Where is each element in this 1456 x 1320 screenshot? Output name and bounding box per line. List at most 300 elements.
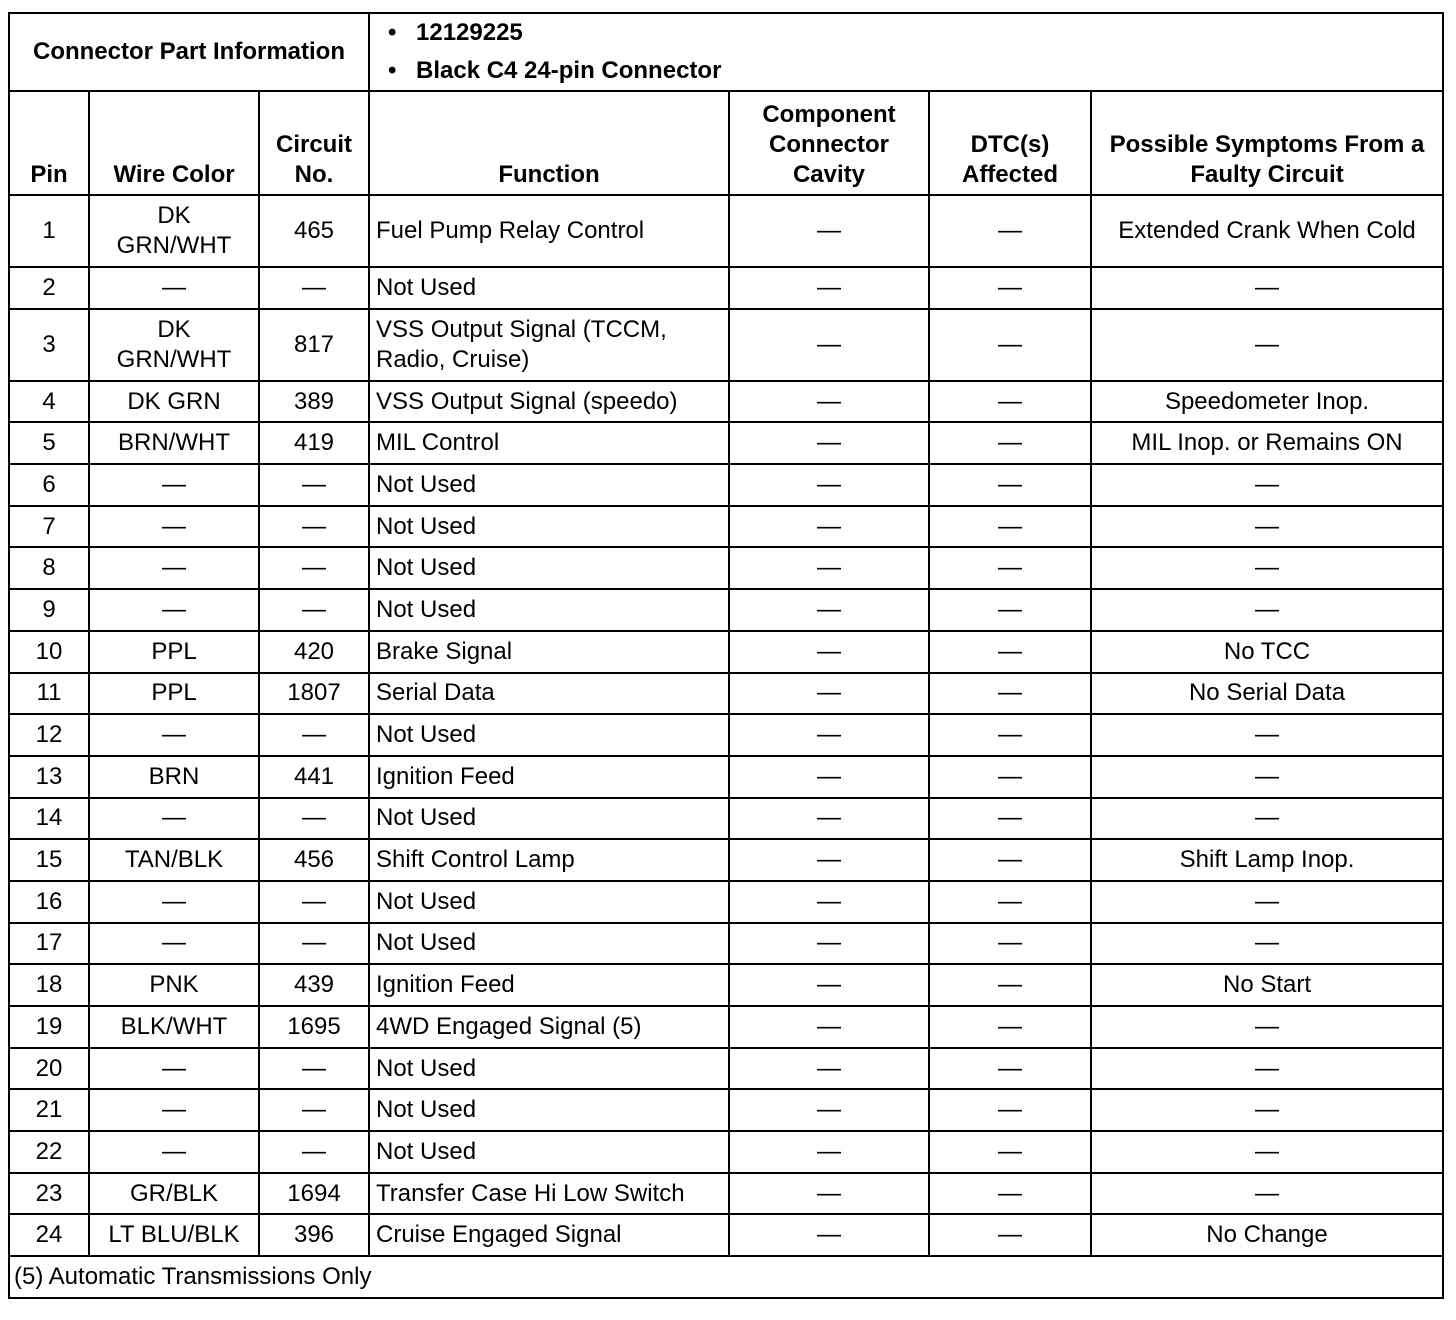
dtc-cell	[929, 1131, 1091, 1173]
cavity-cell-text: —	[817, 804, 841, 832]
table-row	[9, 673, 1443, 715]
wire-color-cell	[89, 589, 259, 631]
cavity-cell-text: —	[817, 273, 841, 301]
dtc-cell	[929, 464, 1091, 506]
function-cell-text: Ignition Feed	[376, 762, 515, 790]
wire-color-cell	[89, 1131, 259, 1173]
dtc-cell	[929, 195, 1091, 267]
pin-cell-text: 9	[42, 595, 56, 623]
symptom-cell-text: Speedometer Inop.	[1164, 387, 1370, 415]
cavity-cell	[729, 506, 929, 548]
dtc-cell-text: —	[998, 846, 1022, 874]
dtc-cell-text: —	[998, 929, 1022, 957]
pin-cell-text: 5	[42, 429, 56, 457]
cavity-cell-text: —	[817, 1137, 841, 1165]
cavity-cell-text: —	[817, 512, 841, 540]
circuit-cell	[259, 506, 369, 548]
circuit-cell	[259, 309, 369, 381]
pin-cell-text: 4	[42, 387, 56, 415]
function-cell	[369, 309, 729, 381]
cavity-cell-text: —	[817, 217, 841, 244]
pin-cell	[9, 422, 89, 464]
header-function: Function	[369, 91, 729, 195]
wire-color-cell-text: —	[162, 1137, 186, 1165]
table-row	[9, 1173, 1443, 1215]
cavity-cell	[729, 381, 929, 423]
dtc-cell-text: —	[998, 1096, 1022, 1124]
function-cell	[369, 381, 729, 423]
symptom-cell	[1091, 964, 1443, 1006]
wire-color-cell	[89, 309, 259, 381]
pin-cell-text: 7	[42, 512, 56, 540]
pin-cell-text: 16	[35, 887, 63, 915]
cavity-cell-text: —	[817, 887, 841, 915]
cavity-cell-text: —	[817, 595, 841, 623]
wire-color-cell-text: —	[162, 470, 186, 498]
symptom-cell	[1091, 839, 1443, 881]
pin-cell	[9, 798, 89, 840]
function-cell	[369, 464, 729, 506]
circuit-cell	[259, 923, 369, 965]
circuit-cell	[259, 1006, 369, 1048]
pin-cell-text: 14	[35, 804, 63, 832]
function-cell-text: Not Used	[376, 273, 477, 301]
symptom-cell	[1091, 673, 1443, 715]
function-cell-text: Not Used	[376, 1096, 477, 1124]
dtc-cell-text: —	[998, 1054, 1022, 1082]
cavity-cell-text: —	[817, 971, 841, 999]
cavity-cell	[729, 309, 929, 381]
cavity-cell	[729, 839, 929, 881]
symptom-cell-text: —	[1255, 470, 1280, 498]
cavity-cell	[729, 267, 929, 309]
function-cell-text: Not Used	[376, 512, 477, 540]
cavity-cell-text: —	[817, 1054, 841, 1082]
function-cell	[369, 1131, 729, 1173]
wire-color-cell	[89, 839, 259, 881]
symptom-cell	[1091, 195, 1443, 267]
symptom-cell	[1091, 1089, 1443, 1131]
cavity-cell	[729, 1089, 929, 1131]
cavity-cell	[729, 756, 929, 798]
circuit-cell	[259, 1173, 369, 1215]
pin-cell-text: 23	[35, 1179, 63, 1207]
pin-cell	[9, 1089, 89, 1131]
dtc-cell-text: —	[998, 512, 1022, 540]
table-row	[9, 881, 1443, 923]
wire-color-cell	[89, 673, 259, 715]
wire-color-cell-text: —	[162, 595, 186, 623]
circuit-cell	[259, 422, 369, 464]
pin-cell	[9, 714, 89, 756]
wire-color-cell-text: —	[162, 929, 186, 957]
wire-color-cell-text: —	[162, 887, 186, 915]
column-header-row	[9, 91, 1443, 195]
cavity-cell	[729, 798, 929, 840]
dtc-cell	[929, 506, 1091, 548]
function-cell-text: Brake Signal	[376, 637, 513, 665]
dtc-cell	[929, 881, 1091, 923]
symptom-cell	[1091, 422, 1443, 464]
cavity-cell	[729, 547, 929, 589]
circuit-cell-text: —	[302, 273, 326, 301]
wire-color-cell-text: BRN	[148, 762, 200, 790]
cavity-cell	[729, 1131, 929, 1173]
pin-cell-text: 11	[36, 679, 62, 707]
cavity-cell	[729, 1006, 929, 1048]
function-cell-text: Not Used	[376, 804, 477, 832]
cavity-cell-text: —	[817, 1179, 841, 1207]
part-number-item	[388, 14, 1436, 52]
dtc-cell-text: —	[998, 1012, 1022, 1040]
function-cell	[369, 506, 729, 548]
wire-color-cell-text: PPL	[151, 637, 197, 665]
table-row	[9, 547, 1443, 589]
pin-cell-text: 10	[35, 637, 63, 665]
circuit-cell-text: —	[302, 1054, 326, 1082]
pin-cell-text: 1	[42, 217, 56, 244]
dtc-cell	[929, 673, 1091, 715]
dtc-cell-text: —	[998, 679, 1022, 707]
dtc-cell-text: —	[998, 1137, 1022, 1165]
function-cell-text: VSS Output Signal (TCCM,	[376, 315, 667, 343]
wire-color-cell	[89, 381, 259, 423]
table-row	[9, 756, 1443, 798]
circuit-cell	[259, 673, 369, 715]
pin-cell	[9, 267, 89, 309]
circuit-cell	[259, 547, 369, 589]
dtc-cell	[929, 422, 1091, 464]
connector-description: Black C4 24-pin Connector	[416, 57, 722, 84]
cavity-cell	[729, 1173, 929, 1215]
symptom-cell	[1091, 756, 1443, 798]
symptom-cell	[1091, 1214, 1443, 1256]
function-cell	[369, 631, 729, 673]
function-cell-text: Radio, Cruise)	[376, 345, 530, 373]
cavity-cell-text: —	[817, 470, 841, 498]
symptom-cell-text: —	[1255, 1054, 1280, 1082]
pin-cell	[9, 964, 89, 1006]
function-cell-text: Not Used	[376, 887, 477, 915]
pin-cell	[9, 839, 89, 881]
circuit-cell-text: 419	[293, 429, 335, 457]
function-cell	[369, 881, 729, 923]
symptom-cell-text: —	[1255, 929, 1280, 957]
wire-color-cell-text: GR/BLK	[129, 1179, 219, 1207]
pin-cell-text: 18	[35, 971, 63, 999]
pin-cell	[9, 673, 89, 715]
circuit-cell	[259, 756, 369, 798]
wire-color-cell-text: —	[162, 512, 186, 540]
pin-cell	[9, 309, 89, 381]
pin-cell	[9, 381, 89, 423]
circuit-cell	[259, 589, 369, 631]
function-cell-text: Transfer Case Hi Low Switch	[376, 1179, 685, 1207]
pin-cell	[9, 1214, 89, 1256]
pin-cell	[9, 547, 89, 589]
circuit-cell	[259, 839, 369, 881]
wire-color-cell	[89, 756, 259, 798]
header-dtc-affected: DTC(s) Affected	[929, 91, 1091, 195]
symptom-cell	[1091, 881, 1443, 923]
symptom-cell-text: —	[1255, 1179, 1280, 1207]
symptom-cell	[1091, 714, 1443, 756]
pin-cell-text: 22	[35, 1137, 63, 1165]
table-row	[9, 1006, 1443, 1048]
wire-color-cell-text: BRN/WHT	[118, 429, 230, 457]
dtc-cell	[929, 547, 1091, 589]
cavity-cell	[729, 923, 929, 965]
function-cell	[369, 1048, 729, 1090]
function-cell	[369, 923, 729, 965]
cavity-cell-text: —	[817, 429, 841, 457]
connector-pinout-table	[8, 12, 1444, 1299]
symptom-cell	[1091, 798, 1443, 840]
pin-cell-text: 2	[42, 273, 56, 301]
table-row	[9, 195, 1443, 267]
dtc-cell	[929, 267, 1091, 309]
function-cell-text: Shift Control Lamp	[376, 846, 575, 874]
dtc-cell-text: —	[998, 721, 1022, 749]
dtc-cell	[929, 309, 1091, 381]
cavity-cell-text: —	[817, 330, 841, 358]
dtc-cell	[929, 631, 1091, 673]
circuit-cell	[259, 881, 369, 923]
cavity-cell-text: —	[817, 1012, 841, 1040]
connector-part-list	[376, 14, 1436, 90]
circuit-cell-text: —	[302, 721, 326, 749]
function-cell	[369, 422, 729, 464]
pin-cell	[9, 923, 89, 965]
connector-part-info-label: Connector Part Information	[9, 13, 369, 91]
table-row	[9, 1048, 1443, 1090]
function-cell	[369, 547, 729, 589]
symptom-cell-text: No Start	[1223, 971, 1312, 999]
dtc-cell-text: —	[998, 887, 1022, 915]
cavity-cell-text: —	[817, 554, 841, 582]
wire-color-cell	[89, 464, 259, 506]
circuit-cell-text: 439	[293, 971, 335, 999]
symptom-cell-text: —	[1255, 273, 1280, 301]
dtc-cell-text: —	[998, 429, 1022, 457]
wire-color-cell	[89, 422, 259, 464]
function-cell	[369, 714, 729, 756]
symptom-cell-text: —	[1255, 512, 1280, 540]
cavity-cell	[729, 1048, 929, 1090]
circuit-cell-text: —	[302, 554, 326, 582]
dtc-cell-text: —	[998, 554, 1022, 582]
cavity-cell-text: —	[817, 762, 841, 790]
circuit-cell-text: 389	[293, 387, 335, 415]
cavity-cell	[729, 422, 929, 464]
wire-color-cell-text: GRN/WHT	[116, 345, 232, 373]
function-cell	[369, 1089, 729, 1131]
pin-cell-text: 20	[35, 1054, 63, 1082]
table-row	[9, 1131, 1443, 1173]
circuit-cell-text: —	[302, 512, 326, 540]
dtc-cell	[929, 839, 1091, 881]
circuit-cell-text: 1694	[287, 1179, 341, 1207]
dtc-cell-text: —	[998, 804, 1022, 832]
symptom-cell	[1091, 1131, 1443, 1173]
footnote-row	[9, 1256, 1443, 1298]
cavity-cell-text: —	[817, 846, 841, 874]
cavity-cell-text: —	[817, 1096, 841, 1124]
circuit-cell-text: —	[302, 887, 326, 915]
table-row	[9, 506, 1443, 548]
symptom-cell-text: —	[1255, 595, 1280, 623]
connector-part-details	[369, 13, 1443, 91]
pin-cell	[9, 756, 89, 798]
wire-color-cell	[89, 881, 259, 923]
part-number: 12129225	[416, 19, 523, 46]
circuit-cell	[259, 1214, 369, 1256]
dtc-cell-text: —	[998, 387, 1022, 415]
circuit-cell	[259, 964, 369, 1006]
wire-color-cell-text: —	[162, 1096, 186, 1124]
symptom-cell	[1091, 923, 1443, 965]
pin-cell-text: 13	[35, 762, 63, 790]
function-cell-text: Not Used	[376, 595, 477, 623]
header-circuit-no: Circuit No.	[259, 91, 369, 195]
table-row	[9, 798, 1443, 840]
wire-color-cell-text: BLK/WHT	[120, 1012, 228, 1040]
wire-color-cell	[89, 1089, 259, 1131]
symptom-cell	[1091, 1173, 1443, 1215]
pin-cell-text: 6	[42, 470, 56, 498]
function-cell	[369, 1214, 729, 1256]
function-cell	[369, 195, 729, 267]
function-cell-text: Not Used	[376, 1137, 477, 1165]
function-cell	[369, 589, 729, 631]
function-cell-text: Cruise Engaged Signal	[376, 1221, 622, 1249]
connector-info-row	[9, 13, 1443, 91]
pin-cell	[9, 506, 89, 548]
dtc-cell	[929, 1173, 1091, 1215]
symptom-cell-text: —	[1255, 1137, 1280, 1165]
symptom-cell	[1091, 589, 1443, 631]
cavity-cell-text: —	[817, 387, 841, 415]
header-possible-symptoms: Possible Symptoms From a Faulty Circuit	[1091, 91, 1443, 195]
symptom-cell	[1091, 1006, 1443, 1048]
symptom-cell-text: —	[1255, 1012, 1280, 1040]
circuit-cell-text: 441	[293, 762, 335, 790]
wire-color-cell	[89, 1048, 259, 1090]
wire-color-cell	[89, 1006, 259, 1048]
bullet-icon: •	[388, 57, 397, 84]
dtc-cell	[929, 1089, 1091, 1131]
symptom-cell	[1091, 381, 1443, 423]
table-row	[9, 839, 1443, 881]
function-cell	[369, 267, 729, 309]
table-row	[9, 589, 1443, 631]
symptom-cell-text: —	[1255, 762, 1280, 790]
wire-color-cell	[89, 631, 259, 673]
cavity-cell	[729, 464, 929, 506]
cavity-cell-text: —	[817, 637, 841, 665]
wire-color-cell-text: TAN/BLK	[124, 846, 224, 874]
circuit-cell-text: —	[302, 1096, 326, 1124]
symptom-cell	[1091, 1048, 1443, 1090]
symptom-cell-text: —	[1255, 1096, 1280, 1124]
pin-cell-text: 21	[35, 1096, 63, 1124]
wire-color-cell-text: —	[162, 804, 186, 832]
circuit-cell-text: 420	[293, 637, 335, 665]
function-cell	[369, 798, 729, 840]
function-cell-text: Fuel Pump Relay Control	[376, 217, 645, 244]
dtc-cell	[929, 923, 1091, 965]
function-cell	[369, 756, 729, 798]
wire-color-cell	[89, 714, 259, 756]
symptom-cell-text: MIL Inop. or Remains ON	[1131, 429, 1403, 457]
circuit-cell	[259, 267, 369, 309]
symptom-cell	[1091, 464, 1443, 506]
cavity-cell-text: —	[817, 721, 841, 749]
dtc-cell	[929, 589, 1091, 631]
function-cell-text: Not Used	[376, 929, 477, 957]
table-row	[9, 381, 1443, 423]
circuit-cell-text: 465	[293, 217, 335, 244]
dtc-cell-text: —	[998, 762, 1022, 790]
circuit-cell	[259, 1089, 369, 1131]
wire-color-cell-text: PNK	[149, 971, 199, 999]
dtc-cell-text: —	[998, 470, 1022, 498]
wire-color-cell-text: —	[162, 721, 186, 749]
dtc-cell	[929, 964, 1091, 1006]
function-cell	[369, 839, 729, 881]
function-cell-text: Not Used	[376, 554, 477, 582]
circuit-cell-text: —	[302, 595, 326, 623]
table-row	[9, 964, 1443, 1006]
circuit-cell	[259, 381, 369, 423]
circuit-cell-text: 1695	[287, 1012, 341, 1040]
wire-color-cell-text: PPL	[151, 679, 197, 707]
symptom-cell-text: Extended Crank When Cold	[1118, 217, 1416, 244]
table-row	[9, 422, 1443, 464]
circuit-cell	[259, 798, 369, 840]
wire-color-cell-text: LT BLU/BLK	[108, 1221, 240, 1249]
wire-color-cell-text: DK	[157, 315, 191, 343]
wire-color-cell	[89, 195, 259, 267]
function-cell	[369, 673, 729, 715]
dtc-cell-text: —	[998, 1179, 1022, 1207]
symptom-cell-text: No TCC	[1223, 637, 1311, 665]
symptom-cell-text: —	[1255, 330, 1280, 358]
symptom-cell	[1091, 267, 1443, 309]
symptom-cell	[1091, 631, 1443, 673]
wire-color-cell	[89, 267, 259, 309]
table-row	[9, 1089, 1443, 1131]
wire-color-cell	[89, 1214, 259, 1256]
dtc-cell	[929, 756, 1091, 798]
wire-color-cell-text: DK GRN	[127, 387, 221, 415]
wire-color-cell-text: —	[162, 273, 186, 301]
pin-cell	[9, 195, 89, 267]
connector-description-item	[388, 52, 1436, 90]
circuit-cell	[259, 195, 369, 267]
symptom-cell-text: —	[1255, 721, 1280, 749]
table-row	[9, 714, 1443, 756]
circuit-cell-text: 1807	[287, 679, 341, 707]
cavity-cell	[729, 881, 929, 923]
circuit-cell-text: —	[302, 1137, 326, 1165]
cavity-cell	[729, 673, 929, 715]
cavity-cell-text: —	[817, 929, 841, 957]
pin-cell	[9, 1173, 89, 1215]
dtc-cell-text: —	[998, 971, 1022, 999]
circuit-cell-text: —	[302, 470, 326, 498]
header-component-connector-cavity: Component Connector Cavity	[729, 91, 929, 195]
